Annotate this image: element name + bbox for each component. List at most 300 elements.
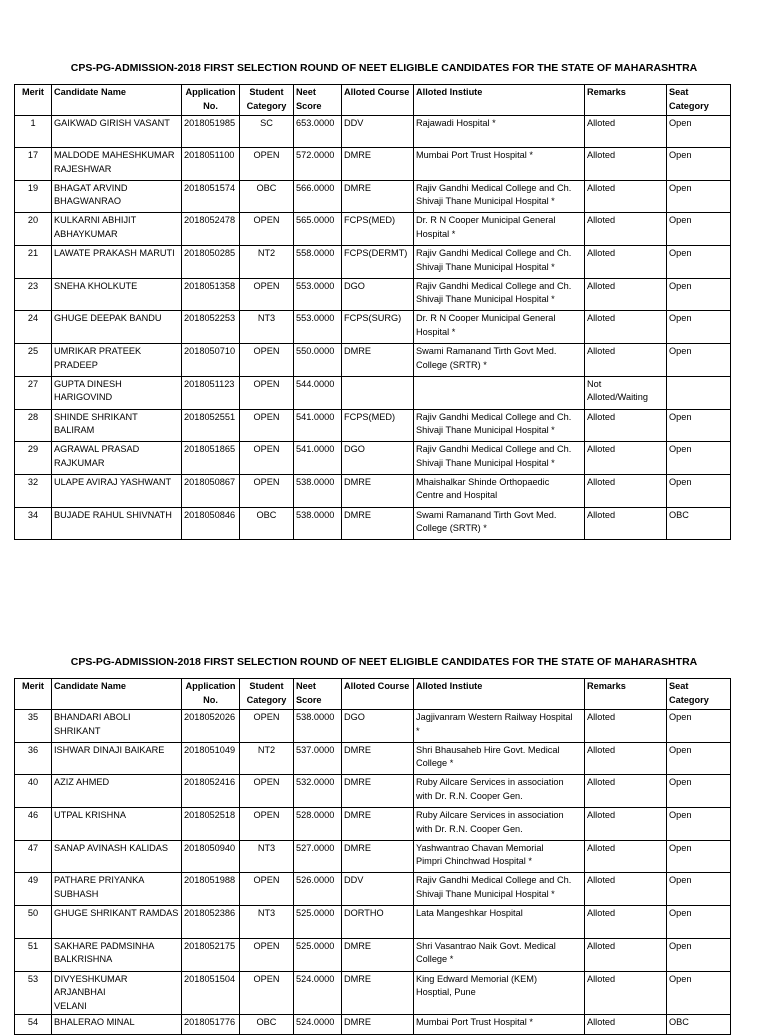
neet-score-cell <box>294 442 342 475</box>
student-category-header <box>240 85 294 116</box>
seat-category-cell <box>667 938 731 971</box>
application-no-header-label: Application <box>185 681 236 691</box>
application-no-header-label: Application <box>185 87 236 97</box>
alloted-course-cell-text: FCPS(MED) <box>344 411 396 422</box>
table-row <box>15 376 731 409</box>
seat-category-cell <box>667 808 731 841</box>
table-row <box>15 742 731 775</box>
merit-cell-text: 50 <box>27 908 39 919</box>
remarks-cell <box>585 148 667 181</box>
merit-cell-text: 54 <box>27 1017 39 1027</box>
neet-score-cell-text: 537.0000 <box>296 744 335 755</box>
application-no-cell-text: 2018052026 <box>184 712 236 722</box>
candidate-name-cell <box>52 116 182 148</box>
student-category-cell-text: NT3 <box>257 908 276 919</box>
alloted-institute-cell-text: Lata Mangeshkar Hospital <box>416 908 523 919</box>
candidate-name-header <box>52 85 182 116</box>
neet-score-cell <box>294 1015 342 1035</box>
candidate-name-cell <box>52 840 182 873</box>
merit-cell-text: 20 <box>27 215 39 226</box>
application-no-cell <box>182 376 240 409</box>
application-no-cell-text: 2018050867 <box>184 476 236 487</box>
alloted-course-cell <box>342 311 414 344</box>
alloted-course-cell-text: DMRE <box>344 182 372 193</box>
neet-score-cell <box>294 775 342 808</box>
table-row <box>15 906 731 939</box>
neet-score-cell <box>294 278 342 311</box>
application-no-cell-text: 2018051574 <box>184 182 236 193</box>
merit-cell-text: 19 <box>27 182 39 193</box>
seat-category-cell <box>667 278 731 311</box>
student-category-cell <box>240 442 294 475</box>
remarks-cell <box>585 442 667 475</box>
remarks-cell <box>585 116 667 148</box>
neet-score-header-label: Score <box>296 100 322 111</box>
header-row <box>15 85 731 116</box>
student-category-cell <box>240 180 294 213</box>
alloted-institute-header <box>414 85 585 116</box>
seat-category-header-label: Seat <box>669 87 689 97</box>
neet-score-cell-text: 528.0000 <box>296 810 335 821</box>
remarks-cell-text: Alloted <box>587 248 616 259</box>
neet-score-cell <box>294 938 342 971</box>
student-category-cell-text: NT2 <box>257 744 276 755</box>
seat-category-header <box>667 679 731 710</box>
remarks-cell <box>585 873 667 906</box>
seat-category-cell <box>667 344 731 377</box>
neet-score-cell-text: 525.0000 <box>296 940 335 951</box>
table-row <box>15 710 731 743</box>
remarks-cell <box>585 180 667 213</box>
merit-cell-text: 36 <box>27 744 39 755</box>
neet-score-cell-text: 553.0000 <box>296 280 335 291</box>
seat-category-cell <box>667 507 731 540</box>
alloted-institute-cell-text: with Dr. R.N. Cooper Gen. <box>416 823 523 834</box>
alloted-institute-cell-text: Jagjivanram Western Railway Hospital <box>416 712 573 722</box>
student-category-cell-text: OPEN <box>253 476 280 487</box>
page1-title: CPS-PG-ADMISSION-2018 FIRST SELECTION ROUND OF NEET ELIGIBLE CANDIDATES FOR THE STATE OF MAHARASHTRA <box>70 62 698 74</box>
alloted-course-cell <box>342 409 414 442</box>
merit-cell <box>15 376 52 409</box>
candidate-name-cell-text: AGRAWAL PRASAD <box>54 444 140 455</box>
student-category-cell <box>240 311 294 344</box>
merit-cell-text: 51 <box>27 940 39 951</box>
table-row <box>15 246 731 279</box>
student-category-cell-text: OPEN <box>253 280 280 291</box>
application-no-cell <box>182 311 240 344</box>
alloted-course-cell-text: DMRE <box>344 509 372 520</box>
alloted-institute-cell <box>414 840 585 873</box>
candidate-name-cell-text: BHALERAO MINAL <box>54 1017 135 1027</box>
application-no-cell <box>182 938 240 971</box>
alloted-course-cell <box>342 474 414 507</box>
alloted-institute-cell-text: King Edward Memorial (KEM) <box>416 973 538 984</box>
application-no-cell-text: 2018050710 <box>184 346 236 357</box>
remarks-cell <box>585 775 667 808</box>
application-no-cell <box>182 148 240 181</box>
table-row <box>15 116 731 148</box>
alloted-course-cell-text: DORTHO <box>344 908 384 919</box>
remarks-cell-text: Alloted <box>587 777 616 788</box>
seat-category-cell-text: Open <box>669 118 692 128</box>
alloted-institute-cell <box>414 376 585 409</box>
candidate-name-cell <box>52 246 182 279</box>
candidate-name-cell <box>52 775 182 808</box>
candidate-name-cell-text: DIVYESHKUMAR ARJANBHAI <box>54 973 128 997</box>
application-no-cell <box>182 742 240 775</box>
merit-cell <box>15 840 52 873</box>
seat-category-cell-text: Open <box>669 875 692 886</box>
neet-score-header <box>294 85 342 116</box>
student-category-cell <box>240 409 294 442</box>
remarks-header-label: Remarks <box>587 87 626 97</box>
remarks-cell <box>585 906 667 939</box>
table-row <box>15 840 731 873</box>
alloted-institute-cell-text: Rajiv Gandhi Medical College and Ch. <box>416 280 572 291</box>
neet-score-header-label: Neet <box>296 87 316 97</box>
seat-category-header-label: Seat <box>669 681 689 691</box>
alloted-course-cell-text: DMRE <box>344 744 372 755</box>
remarks-cell-text: Alloted <box>587 411 616 422</box>
neet-score-header-label: Score <box>296 694 322 705</box>
remarks-cell <box>585 246 667 279</box>
seat-category-cell <box>667 180 731 213</box>
alloted-course-cell <box>342 906 414 939</box>
neet-score-cell <box>294 148 342 181</box>
alloted-institute-cell-text: College * <box>416 954 454 965</box>
application-no-cell-text: 2018051358 <box>184 280 236 291</box>
alloted-course-header-label: Alloted Course <box>344 681 410 691</box>
candidate-name-cell <box>52 938 182 971</box>
application-no-cell-text: 2018051776 <box>184 1017 236 1027</box>
table-row <box>15 1015 731 1035</box>
student-category-cell-text: SC <box>260 118 273 128</box>
application-no-cell <box>182 710 240 743</box>
remarks-cell-text: Alloted <box>587 215 616 226</box>
neet-score-cell <box>294 409 342 442</box>
seat-category-cell <box>667 906 731 939</box>
table-row <box>15 971 731 1015</box>
student-category-cell <box>240 376 294 409</box>
alloted-institute-cell-text: Mhaishalkar Shinde Orthopaedic <box>416 476 550 487</box>
application-no-cell <box>182 213 240 246</box>
application-no-cell <box>182 971 240 1015</box>
alloted-institute-cell-text: Rajiv Gandhi Medical College and Ch. <box>416 875 572 886</box>
alloted-course-cell-text: DMRE <box>344 346 372 357</box>
alloted-institute-cell-text: Swami Ramanand Tirth Govt Med. <box>416 509 557 520</box>
alloted-course-cell <box>342 971 414 1015</box>
table-row <box>15 873 731 906</box>
remarks-cell-text: Alloted <box>587 712 616 722</box>
student-category-cell <box>240 808 294 841</box>
application-no-header-label: No. <box>203 694 218 705</box>
student-category-cell-text: OBC <box>256 182 277 193</box>
merit-header <box>15 679 52 710</box>
neet-score-cell-text: 541.0000 <box>296 444 335 455</box>
merit-cell <box>15 148 52 181</box>
neet-score-cell-text: 524.0000 <box>296 1017 335 1027</box>
candidate-name-cell <box>52 873 182 906</box>
neet-score-cell <box>294 840 342 873</box>
neet-score-cell <box>294 474 342 507</box>
merit-cell <box>15 938 52 971</box>
seat-category-cell-text: Open <box>669 908 692 919</box>
remarks-cell <box>585 1015 667 1035</box>
application-no-cell <box>182 180 240 213</box>
remarks-cell <box>585 311 667 344</box>
merit-cell-text: 27 <box>27 378 39 389</box>
neet-score-cell <box>294 116 342 148</box>
application-no-cell <box>182 507 240 540</box>
alloted-institute-cell-text: Shri Vasantrao Naik Govt. Medical <box>416 940 556 951</box>
remarks-cell <box>585 507 667 540</box>
alloted-institute-cell-text: College (SRTR) * <box>416 523 487 534</box>
neet-score-cell <box>294 507 342 540</box>
seat-category-cell <box>667 409 731 442</box>
student-category-cell-text: OPEN <box>253 346 280 357</box>
student-category-cell-text: OBC <box>256 509 277 520</box>
neet-score-cell <box>294 311 342 344</box>
alloted-institute-cell-text: Mumbai Port Trust Hospital * <box>416 150 533 160</box>
alloted-institute-cell <box>414 148 585 181</box>
application-no-cell-text: 2018052551 <box>184 411 236 422</box>
alloted-institute-cell-text: Hospital * <box>416 228 456 239</box>
alloted-course-cell <box>342 344 414 377</box>
seat-category-cell-text: Open <box>669 444 692 455</box>
candidate-name-cell <box>52 1015 182 1035</box>
candidate-name-cell-text: SAKHARE PADMSINHA <box>54 940 155 951</box>
table-row <box>15 344 731 377</box>
merit-cell <box>15 710 52 743</box>
merit-cell <box>15 873 52 906</box>
candidate-name-cell <box>52 180 182 213</box>
remarks-cell <box>585 344 667 377</box>
candidate-name-cell-text: KULKARNI ABHIJIT <box>54 215 137 226</box>
neet-score-cell <box>294 180 342 213</box>
neet-score-cell <box>294 710 342 743</box>
student-category-cell <box>240 116 294 148</box>
merit-cell-text: 24 <box>27 313 39 324</box>
alloted-institute-cell <box>414 775 585 808</box>
neet-score-cell-text: 566.0000 <box>296 182 335 193</box>
alloted-institute-cell-text: Dr. R N Cooper Municipal General <box>416 313 556 324</box>
alloted-institute-cell-text: Ruby Ailcare Services in association <box>416 810 564 821</box>
seat-category-cell <box>667 148 731 181</box>
seat-category-cell-text: Open <box>669 777 692 788</box>
student-category-header <box>240 679 294 710</box>
student-category-cell-text: OBC <box>256 1017 277 1027</box>
neet-score-cell-text: 524.0000 <box>296 973 335 984</box>
student-category-cell <box>240 474 294 507</box>
application-no-header <box>182 679 240 710</box>
candidate-name-cell-text: UTPAL KRISHNA <box>54 810 126 821</box>
remarks-cell-text: Alloted <box>587 908 616 919</box>
alloted-institute-cell <box>414 213 585 246</box>
seat-category-cell <box>667 873 731 906</box>
alloted-institute-cell-text: Rajiv Gandhi Medical College and Ch. <box>416 248 572 259</box>
candidate-name-cell-text: BHAGAT ARVIND <box>54 182 128 193</box>
remarks-cell <box>585 710 667 743</box>
alloted-course-header-label: Alloted Course <box>344 87 410 97</box>
alloted-course-cell <box>342 442 414 475</box>
remarks-cell-text: Alloted <box>587 875 616 886</box>
application-no-cell-text: 2018051100 <box>184 150 235 160</box>
alloted-course-cell <box>342 278 414 311</box>
merit-cell <box>15 278 52 311</box>
neet-score-cell <box>294 808 342 841</box>
candidate-name-cell-text: BALKRISHNA <box>54 954 113 965</box>
page2-allotment-table <box>14 678 731 1035</box>
merit-cell <box>15 775 52 808</box>
merit-cell <box>15 742 52 775</box>
alloted-institute-cell-text: Swami Ramanand Tirth Govt Med. <box>416 346 557 357</box>
candidate-name-cell <box>52 148 182 181</box>
application-no-cell <box>182 442 240 475</box>
candidate-name-cell <box>52 442 182 475</box>
merit-cell-text: 1 <box>30 118 36 128</box>
seat-category-cell-text: Open <box>669 476 692 487</box>
seat-category-cell-text: Open <box>669 744 692 755</box>
student-category-cell <box>240 971 294 1015</box>
merit-cell <box>15 409 52 442</box>
neet-score-cell-text: 538.0000 <box>296 476 335 487</box>
seat-category-cell-text: OBC <box>669 509 689 520</box>
seat-category-cell-text: Open <box>669 150 692 160</box>
alloted-institute-header-label: Alloted Instiute <box>416 681 483 691</box>
student-category-cell-text: OPEN <box>253 378 280 389</box>
candidate-name-cell-text: HARIGOVIND <box>54 392 113 403</box>
candidate-name-cell <box>52 710 182 743</box>
seat-category-cell <box>667 840 731 873</box>
seat-category-cell-text: Open <box>669 973 692 984</box>
application-no-cell-text: 2018052253 <box>184 313 236 324</box>
candidate-name-cell <box>52 344 182 377</box>
application-no-cell-text: 2018050846 <box>184 509 236 520</box>
alloted-institute-cell-text: Shivaji Thane Municipal Hospital * <box>416 888 555 899</box>
application-no-cell-text: 2018050285 <box>184 248 236 259</box>
merit-cell <box>15 474 52 507</box>
candidate-name-cell-text: ISHWAR DINAJI BAIKARE <box>54 744 165 755</box>
alloted-institute-cell-text: Rajawadi Hospital * <box>416 118 496 128</box>
neet-score-cell-text: 565.0000 <box>296 215 335 226</box>
candidate-name-cell <box>52 376 182 409</box>
alloted-course-cell-text: DMRE <box>344 777 372 788</box>
candidate-name-cell-text: SHINDE SHRIKANT BALIRAM <box>54 411 138 435</box>
application-no-header-label: No. <box>203 100 218 111</box>
alloted-course-cell-text: DMRE <box>344 973 372 984</box>
remarks-cell <box>585 376 667 409</box>
merit-cell <box>15 1015 52 1035</box>
application-no-cell <box>182 808 240 841</box>
alloted-institute-cell <box>414 710 585 743</box>
alloted-institute-cell <box>414 246 585 279</box>
seat-category-cell <box>667 246 731 279</box>
candidate-name-cell-text: RAJKUMAR <box>54 457 105 468</box>
remarks-cell-text: Alloted <box>587 1017 616 1027</box>
merit-header-label: Merit <box>22 681 44 691</box>
candidate-name-cell <box>52 474 182 507</box>
candidate-name-cell-text: AZIZ AHMED <box>54 777 110 788</box>
merit-cell-text: 32 <box>27 476 39 487</box>
candidate-name-cell-text: RAJESHWAR <box>54 163 112 174</box>
neet-score-cell <box>294 344 342 377</box>
student-category-cell <box>240 742 294 775</box>
student-category-cell-text: NT2 <box>257 248 276 259</box>
alloted-course-cell-text: DDV <box>344 875 364 886</box>
seat-category-cell-text: Open <box>669 810 692 821</box>
alloted-course-cell <box>342 873 414 906</box>
alloted-course-cell <box>342 938 414 971</box>
neet-score-cell-text: 538.0000 <box>296 509 335 520</box>
neet-score-cell <box>294 971 342 1015</box>
student-category-cell <box>240 906 294 939</box>
candidate-name-header-label: Candidate Name <box>54 87 126 97</box>
alloted-institute-cell-text: Yashwantrao Chavan Memorial <box>416 842 544 853</box>
alloted-course-cell <box>342 180 414 213</box>
candidate-name-cell <box>52 311 182 344</box>
alloted-institute-cell-text: Rajiv Gandhi Medical College and Ch. <box>416 444 572 455</box>
student-category-cell <box>240 840 294 873</box>
student-category-cell-text: NT3 <box>257 842 276 853</box>
table-row <box>15 213 731 246</box>
merit-cell-text: 47 <box>27 842 39 853</box>
neet-score-cell <box>294 246 342 279</box>
page1-allotment-table <box>14 84 731 540</box>
alloted-institute-cell-text: Shivaji Thane Municipal Hospital * <box>416 261 555 272</box>
alloted-course-cell <box>342 710 414 743</box>
seat-category-cell <box>667 710 731 743</box>
alloted-course-cell-text: DMRE <box>344 810 372 821</box>
student-category-cell-text: OPEN <box>253 973 280 984</box>
candidate-name-cell-text: SNEHA KHOLKUTE <box>54 280 138 291</box>
alloted-institute-cell-text: Mumbai Port Trust Hospital * <box>416 1017 533 1027</box>
neet-score-cell-text: 527.0000 <box>296 842 335 853</box>
header-row <box>15 679 731 710</box>
merit-cell <box>15 507 52 540</box>
alloted-institute-header <box>414 679 585 710</box>
merit-cell-text: 40 <box>27 777 39 788</box>
table-row <box>15 278 731 311</box>
remarks-cell <box>585 278 667 311</box>
neet-score-cell-text: 525.0000 <box>296 908 335 919</box>
application-no-cell <box>182 873 240 906</box>
remarks-cell-text: Alloted <box>587 150 616 160</box>
remarks-header <box>585 679 667 710</box>
student-category-cell-text: OPEN <box>253 150 280 160</box>
merit-cell-text: 46 <box>27 810 39 821</box>
alloted-course-cell-text: DMRE <box>344 842 372 853</box>
remarks-cell <box>585 840 667 873</box>
application-no-cell-text: 2018052478 <box>184 215 236 226</box>
merit-cell-text: 21 <box>27 248 39 259</box>
student-category-header-label: Student <box>249 87 284 97</box>
student-category-cell <box>240 710 294 743</box>
candidate-name-cell-text: GAIKWAD GIRISH VASANT <box>54 118 170 128</box>
alloted-institute-cell-text: Rajiv Gandhi Medical College and Ch. <box>416 411 572 422</box>
neet-score-cell-text: 541.0000 <box>296 411 335 422</box>
application-no-cell-text: 2018051988 <box>184 875 236 886</box>
candidate-name-cell-text: GHUGE SHRIKANT RAMDAS <box>54 908 179 919</box>
candidate-name-cell <box>52 507 182 540</box>
candidate-name-cell <box>52 971 182 1015</box>
application-no-cell-text: 2018052518 <box>184 810 236 821</box>
application-no-cell <box>182 840 240 873</box>
seat-category-cell <box>667 213 731 246</box>
table-row <box>15 311 731 344</box>
remarks-cell-text: Alloted <box>587 313 616 324</box>
neet-score-cell <box>294 213 342 246</box>
neet-score-cell-text: 550.0000 <box>296 346 335 357</box>
